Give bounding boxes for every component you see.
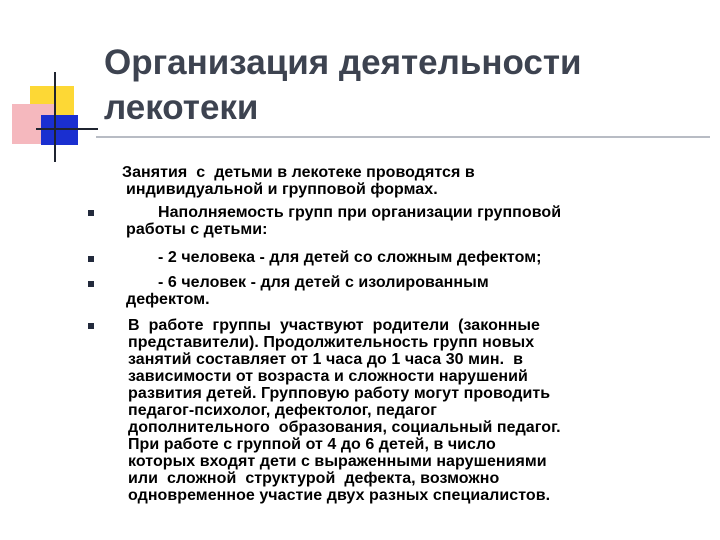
list-item-line: Наполняемость групп при организации групповой (158, 204, 562, 221)
list-item-line: При работе с группой от 4 до 6 детей, в число (128, 436, 496, 453)
list-item-line: - 2 человека - для детей со сложным дефектом; (158, 249, 542, 266)
intro-line-1: Занятия с детьми в лекотеке проводятся в (122, 164, 475, 181)
list-item-line: или сложной структурой дефекта, возможно (128, 470, 500, 487)
list-item-line: педагог-психолог, дефектолог, педагог (128, 402, 437, 419)
list-item-line: В работе группы участвуют родители (законные (128, 317, 540, 334)
title-underline (96, 136, 710, 138)
slide-title (104, 40, 704, 130)
list-item-line: которых входят дети с выраженными нарушениями (128, 453, 547, 470)
list-item-line: развития детей. Групповую работу могут проводить (128, 385, 551, 402)
title-line-2: лекотеки (104, 88, 259, 127)
list-item-line: одновременное участие двух разных специалистов. (128, 487, 551, 504)
list-item-line: занятий составляет от 1 часа до 1 часа 30 мин. в (128, 351, 523, 368)
list-item-line: дефектом. (126, 291, 210, 308)
list-item-line: дополнительного образования, социальный педагог. (128, 419, 561, 436)
logo-horizontal-line (36, 128, 98, 130)
title-line-1: Организация деятельности (104, 43, 582, 82)
list-item-line: представители). Продолжительность групп новых (128, 334, 535, 351)
bullet-marker (88, 256, 94, 262)
logo-vertical-line (54, 72, 56, 162)
bullet-marker (88, 323, 94, 329)
list-item-line: - 6 человек - для детей с изолированным (158, 274, 489, 291)
bullet-marker (88, 281, 94, 287)
bullet-marker (88, 210, 94, 216)
list-item-line: зависимости от возраста и сложности нарушений (128, 368, 528, 385)
intro-line-2: индивидуальной и групповой формах. (126, 181, 438, 198)
list-item-line: работы с детьми: (126, 221, 268, 238)
logo-blue-block (41, 115, 78, 145)
